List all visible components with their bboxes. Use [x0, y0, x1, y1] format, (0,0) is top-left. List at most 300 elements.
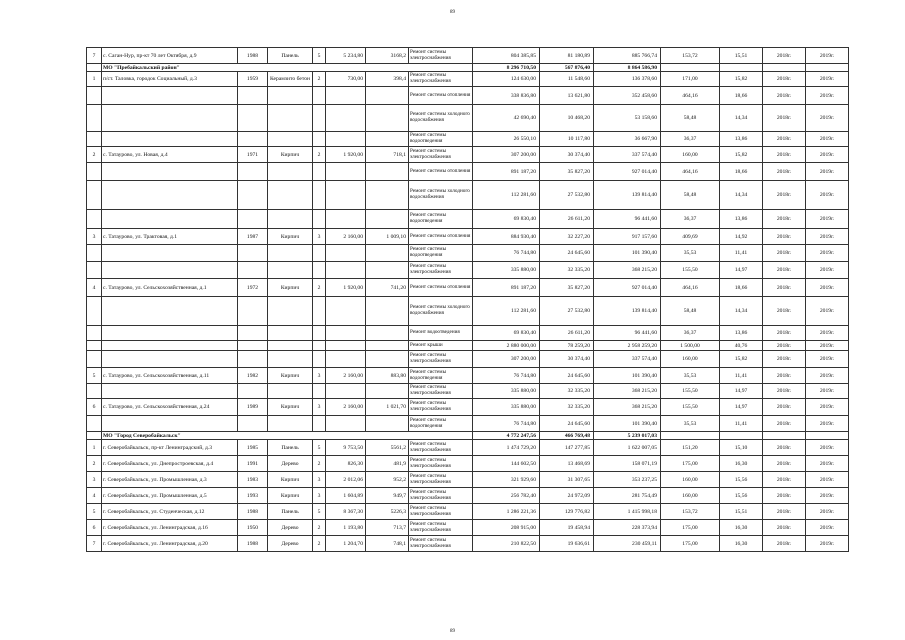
- table-cell: 101 390,40: [594, 416, 661, 432]
- table-cell: г. Северобайкальск, ул. Студенческая, д.12: [102, 504, 238, 520]
- table-cell: 160,00: [661, 351, 720, 368]
- table-cell: [268, 384, 313, 399]
- table-cell: 5: [313, 440, 326, 456]
- table-cell: [238, 341, 268, 351]
- table-cell: 175,00: [661, 536, 720, 552]
- table-cell: 9 753,50: [326, 440, 366, 456]
- table-cell: [268, 262, 313, 279]
- table-cell: 2018г.: [763, 72, 806, 87]
- table-cell: 8 367,30: [326, 504, 366, 520]
- table-cell: 368 215,20: [594, 399, 661, 416]
- table-cell: 3: [313, 368, 326, 384]
- table-cell: [366, 163, 409, 181]
- table-cell: [326, 326, 366, 341]
- table-cell: [268, 181, 313, 210]
- table-cell: Ремонт системы водоотведения: [409, 210, 473, 229]
- table-cell: 2018г.: [763, 440, 806, 456]
- table-cell: [102, 384, 238, 399]
- table-cell: 30 374,40: [540, 147, 594, 163]
- table-cell: 4: [87, 279, 102, 297]
- table-cell: [238, 297, 268, 326]
- table-cell: [326, 384, 366, 399]
- table-cell: 2018г.: [763, 181, 806, 210]
- table-cell: 15,51: [720, 48, 763, 64]
- table-cell: 2019г.: [806, 262, 849, 279]
- table-cell: [313, 210, 326, 229]
- table-cell: 281 754,49: [594, 488, 661, 504]
- table-cell: 2019г.: [806, 326, 849, 341]
- table-cell: 927 014,40: [594, 163, 661, 181]
- repair-program-table: [86, 47, 849, 552]
- table-cell: [102, 416, 238, 432]
- table-cell: 76 744,80: [473, 368, 540, 384]
- table-cell: Ремонт системы холодного водоснабжения: [409, 105, 473, 132]
- table-cell: Ремонт системы электроснабжения: [409, 351, 473, 368]
- table-cell: Ремонт системы электроснабжения: [409, 488, 473, 504]
- table-cell: 5: [313, 48, 326, 64]
- group-header-row: [87, 64, 849, 72]
- table-cell: 4 772 247,56: [473, 432, 540, 440]
- table-cell: [720, 64, 763, 72]
- table-cell: 2018г.: [763, 504, 806, 520]
- table-cell: 1987: [238, 229, 268, 245]
- table-cell: 2019г.: [806, 456, 849, 472]
- table-cell: 567 876,40: [540, 64, 594, 72]
- table-cell: Ремонт системы водоотведения: [409, 132, 473, 147]
- table-cell: 2: [313, 456, 326, 472]
- table-cell: 147 277,85: [540, 440, 594, 456]
- table-cell: [313, 297, 326, 326]
- table-cell: 2019г.: [806, 399, 849, 416]
- table-cell: 58,48: [661, 105, 720, 132]
- table-cell: Панель: [268, 504, 313, 520]
- table-cell: Кирпич: [268, 147, 313, 163]
- table-cell: [326, 181, 366, 210]
- table-cell: [366, 351, 409, 368]
- table-cell: Ремонт системы электроснабжения: [409, 520, 473, 536]
- table-cell: 891 187,20: [473, 279, 540, 297]
- table-cell: 307 200,00: [473, 147, 540, 163]
- group-header-row: [87, 432, 849, 440]
- table-cell: [326, 262, 366, 279]
- table-cell: [268, 297, 313, 326]
- table-cell: [238, 326, 268, 341]
- table-cell: с. Татаурово, ул. Сельскохозяйственная, д.11: [102, 368, 238, 384]
- table-cell: [661, 64, 720, 72]
- table-cell: 144 602,50: [473, 456, 540, 472]
- table-cell: Ремонт системы электроснабжения: [409, 147, 473, 163]
- table-cell: [366, 384, 409, 399]
- table-cell: 3168,2: [366, 48, 409, 64]
- table-cell: [268, 341, 313, 351]
- table-cell: 2018г.: [763, 105, 806, 132]
- table-cell: [87, 210, 102, 229]
- table-cell: 208 915,00: [473, 520, 540, 536]
- table-cell: 30 374,40: [540, 351, 594, 368]
- table-cell: 927 014,40: [594, 279, 661, 297]
- table-cell: 481,9: [366, 456, 409, 472]
- table-cell: 5 234,80: [326, 48, 366, 64]
- table-cell: [366, 416, 409, 432]
- table-cell: 730,00: [326, 72, 366, 87]
- table-row: [87, 416, 849, 432]
- table-cell: 2018г.: [763, 262, 806, 279]
- table-cell: [102, 181, 238, 210]
- table-cell: 15,82: [720, 351, 763, 368]
- table-cell: 11,41: [720, 416, 763, 432]
- table-cell: 14,34: [720, 297, 763, 326]
- table-cell: 335 880,00: [473, 399, 540, 416]
- table-cell: 2019г.: [806, 132, 849, 147]
- table-cell: 24 645,60: [540, 368, 594, 384]
- table-cell: 2019г.: [806, 48, 849, 64]
- table-cell: 8 296 710,50: [473, 64, 540, 72]
- table-cell: 741,20: [366, 279, 409, 297]
- table-cell: 307 200,00: [473, 351, 540, 368]
- table-cell: 2018г.: [763, 536, 806, 552]
- table-cell: 3: [313, 488, 326, 504]
- table-row: [87, 536, 849, 552]
- table-cell: [87, 87, 102, 105]
- table-cell: 2018г.: [763, 229, 806, 245]
- table-cell: г. Северобайкальск, ул. Ленинградская, д.16: [102, 520, 238, 536]
- table-cell: [268, 245, 313, 262]
- table-cell: 2018г.: [763, 132, 806, 147]
- table-cell: 337 574,40: [594, 147, 661, 163]
- table-cell: [366, 210, 409, 229]
- table-cell: 42 690,40: [473, 105, 540, 132]
- table-cell: [102, 262, 238, 279]
- table-cell: 1 204,70: [326, 536, 366, 552]
- table-cell: Ремонт системы электроснабжения: [409, 48, 473, 64]
- table-cell: [326, 245, 366, 262]
- table-cell: 7: [87, 48, 102, 64]
- table-cell: 2019г.: [806, 105, 849, 132]
- table-cell: 16,30: [720, 456, 763, 472]
- table-cell: 1 193,80: [326, 520, 366, 536]
- table-cell: 158 071,19: [594, 456, 661, 472]
- table-cell: [763, 432, 806, 440]
- table-cell: [87, 132, 102, 147]
- table-cell: [313, 245, 326, 262]
- table-cell: Ремонт системы электроснабжения: [409, 72, 473, 87]
- table-cell: 2018г.: [763, 456, 806, 472]
- table-cell: 18,66: [720, 87, 763, 105]
- table-cell: МО "Город Северобайкальск": [102, 432, 473, 440]
- table-cell: Кирпич: [268, 399, 313, 416]
- table-cell: 2019г.: [806, 163, 849, 181]
- table-cell: г. Северобайкальск, ул. Промышленная, д.3: [102, 472, 238, 488]
- table-cell: 1 474 729,20: [473, 440, 540, 456]
- table-cell: с. Татаурово, ул. Трактовая, д.1: [102, 229, 238, 245]
- table-cell: Ремонт системы электроснабжения: [409, 456, 473, 472]
- table-cell: [313, 87, 326, 105]
- table-cell: [268, 326, 313, 341]
- table-cell: 112 281,60: [473, 297, 540, 326]
- table-body: [87, 48, 849, 552]
- table-cell: [366, 87, 409, 105]
- table-cell: 16,30: [720, 520, 763, 536]
- table-cell: 15,10: [720, 440, 763, 456]
- table-cell: 6: [87, 520, 102, 536]
- table-cell: 2: [313, 279, 326, 297]
- table-row: [87, 245, 849, 262]
- table-cell: [313, 105, 326, 132]
- table-cell: 2018г.: [763, 351, 806, 368]
- table-cell: 1 009,10: [366, 229, 409, 245]
- table-cell: 748,1: [366, 536, 409, 552]
- table-cell: 335 880,00: [473, 262, 540, 279]
- table-cell: 2018г.: [763, 384, 806, 399]
- table-row: [87, 229, 849, 245]
- table-cell: 2019г.: [806, 351, 849, 368]
- table-cell: 1989: [238, 399, 268, 416]
- table-cell: 2019г.: [806, 341, 849, 351]
- table-cell: 4: [87, 488, 102, 504]
- table-cell: 1983: [238, 472, 268, 488]
- table-cell: 160,00: [661, 488, 720, 504]
- table-cell: 2 160,00: [326, 399, 366, 416]
- table-cell: 78 259,20: [540, 341, 594, 351]
- table-cell: [102, 297, 238, 326]
- table-cell: [366, 326, 409, 341]
- page-number-top: 89: [450, 10, 455, 15]
- table-row: [87, 210, 849, 229]
- table-cell: [366, 262, 409, 279]
- table-cell: 5226,3: [366, 504, 409, 520]
- table-cell: 36,37: [661, 210, 720, 229]
- table-cell: 1950: [238, 520, 268, 536]
- table-cell: [366, 341, 409, 351]
- table-cell: 35 827,20: [540, 163, 594, 181]
- table-cell: Ремонт системы отопления: [409, 229, 473, 245]
- table-cell: [87, 326, 102, 341]
- table-cell: 464,16: [661, 279, 720, 297]
- table-cell: 15,51: [720, 504, 763, 520]
- table-cell: [238, 351, 268, 368]
- table-cell: г. Северобайкальск, ул. Промышленная, д.5: [102, 488, 238, 504]
- table-cell: 14,97: [720, 399, 763, 416]
- table-cell: п/ст. Таловка, городок Социальный, д.3: [102, 72, 238, 87]
- table-cell: [102, 326, 238, 341]
- table-cell: 3: [313, 229, 326, 245]
- table-cell: 16,30: [720, 536, 763, 552]
- table-cell: 2: [313, 520, 326, 536]
- table-cell: 2 880 000,00: [473, 341, 540, 351]
- table-cell: 884 930,40: [473, 229, 540, 245]
- table-cell: 11,41: [720, 245, 763, 262]
- table-cell: [326, 132, 366, 147]
- table-cell: 256 782,40: [473, 488, 540, 504]
- table-row: [87, 472, 849, 488]
- table-cell: 2018г.: [763, 488, 806, 504]
- table-cell: с. Саган-Нур, пр-кт 70 лет Октября, д.9: [102, 48, 238, 64]
- table-cell: 7: [87, 536, 102, 552]
- table-cell: 11,41: [720, 368, 763, 384]
- table-cell: 2: [87, 456, 102, 472]
- table-cell: 5: [87, 368, 102, 384]
- table-cell: 1971: [238, 147, 268, 163]
- table-row: [87, 341, 849, 351]
- table-cell: [268, 351, 313, 368]
- table-cell: 1 920,00: [326, 279, 366, 297]
- table-cell: [313, 262, 326, 279]
- table-cell: 228 373,94: [594, 520, 661, 536]
- table-cell: Ремонт системы электроснабжения: [409, 440, 473, 456]
- table-cell: [238, 416, 268, 432]
- table-cell: [326, 163, 366, 181]
- table-cell: 2018г.: [763, 48, 806, 64]
- table-cell: [326, 105, 366, 132]
- table-cell: [661, 432, 720, 440]
- table-cell: 58,48: [661, 297, 720, 326]
- table-cell: 2018г.: [763, 472, 806, 488]
- table-cell: 1 021,70: [366, 399, 409, 416]
- table-cell: с. Татаурово, ул. Новая, д.4: [102, 147, 238, 163]
- table-cell: 175,00: [661, 520, 720, 536]
- table-row: [87, 147, 849, 163]
- table-cell: 2019г.: [806, 147, 849, 163]
- table-cell: 1 415 998,18: [594, 504, 661, 520]
- table-cell: [366, 105, 409, 132]
- table-cell: 19 636,61: [540, 536, 594, 552]
- table-cell: Ремонт крыши: [409, 341, 473, 351]
- table-cell: [720, 432, 763, 440]
- table-cell: 10 117,80: [540, 132, 594, 147]
- table-row: [87, 48, 849, 64]
- table-cell: [238, 163, 268, 181]
- table-cell: 32 227,20: [540, 229, 594, 245]
- table-cell: Ремонт водоотведения: [409, 326, 473, 341]
- table-cell: 1: [87, 440, 102, 456]
- table-cell: 2019г.: [806, 416, 849, 432]
- table-cell: 2019г.: [806, 520, 849, 536]
- table-cell: Керамзито бетон: [268, 72, 313, 87]
- table-cell: 69 830,40: [473, 326, 540, 341]
- table-cell: 2: [87, 147, 102, 163]
- table-cell: 949,7: [366, 488, 409, 504]
- table-cell: Ремонт системы электроснабжения: [409, 399, 473, 416]
- table-cell: 1972: [238, 279, 268, 297]
- table-cell: 14,34: [720, 105, 763, 132]
- table-cell: Ремонт системы отопления: [409, 279, 473, 297]
- table-cell: 713,7: [366, 520, 409, 536]
- table-cell: 230 459,11: [594, 536, 661, 552]
- table-cell: [102, 245, 238, 262]
- table-cell: г. Северобайкальск, ул. Днепростроевская, д.4: [102, 456, 238, 472]
- table-cell: Ремонт системы водоотведения: [409, 245, 473, 262]
- table-row: [87, 297, 849, 326]
- table-row: [87, 351, 849, 368]
- table-cell: г. Северобайкальск, ул. Ленинградская, д.20: [102, 536, 238, 552]
- table-cell: 2019г.: [806, 181, 849, 210]
- table-cell: [102, 351, 238, 368]
- table-cell: 2019г.: [806, 210, 849, 229]
- table-cell: 2019г.: [806, 504, 849, 520]
- table-cell: 36 667,90: [594, 132, 661, 147]
- table-cell: 15,56: [720, 488, 763, 504]
- table-cell: 210 822,50: [473, 536, 540, 552]
- table-cell: 1993: [238, 488, 268, 504]
- table-cell: 153,72: [661, 48, 720, 64]
- table-cell: 1: [87, 72, 102, 87]
- table-cell: 352 458,60: [594, 87, 661, 105]
- table-cell: 2018г.: [763, 416, 806, 432]
- table-cell: 124 630,00: [473, 72, 540, 87]
- table-row: [87, 87, 849, 105]
- table-cell: 2019г.: [806, 384, 849, 399]
- table-cell: [313, 181, 326, 210]
- table-cell: 26 550,10: [473, 132, 540, 147]
- table-cell: Кирпич: [268, 229, 313, 245]
- table-cell: [326, 351, 366, 368]
- table-cell: Ремонт системы электроснабжения: [409, 472, 473, 488]
- table-cell: 32 335,20: [540, 384, 594, 399]
- table-cell: [268, 210, 313, 229]
- table-cell: [238, 181, 268, 210]
- table-row: [87, 488, 849, 504]
- table-cell: 338 836,80: [473, 87, 540, 105]
- table-cell: 2018г.: [763, 399, 806, 416]
- table-cell: [268, 163, 313, 181]
- table-cell: [326, 297, 366, 326]
- table-cell: Ремонт системы электроснабжения: [409, 262, 473, 279]
- table-cell: 1 622 007,05: [594, 440, 661, 456]
- table-cell: [87, 245, 102, 262]
- table-cell: 2018г.: [763, 520, 806, 536]
- table-cell: 26 611,20: [540, 326, 594, 341]
- table-cell: 2019г.: [806, 536, 849, 552]
- table-cell: [313, 416, 326, 432]
- table-cell: 883,80: [366, 368, 409, 384]
- table-cell: 151,20: [661, 440, 720, 456]
- table-cell: 2018г.: [763, 297, 806, 326]
- table-row: [87, 399, 849, 416]
- table-cell: 14,92: [720, 229, 763, 245]
- table-cell: 2019г.: [806, 72, 849, 87]
- table-cell: 13,86: [720, 210, 763, 229]
- table-cell: 409,69: [661, 229, 720, 245]
- table-cell: [87, 432, 102, 440]
- table-row: [87, 163, 849, 181]
- table-cell: 952,2: [366, 472, 409, 488]
- table-cell: Дерево: [268, 536, 313, 552]
- table-cell: Кирпич: [268, 368, 313, 384]
- table-row: [87, 504, 849, 520]
- table-cell: 175,00: [661, 456, 720, 472]
- table-cell: 53 158,60: [594, 105, 661, 132]
- table-cell: 96 441,60: [594, 326, 661, 341]
- table-cell: [268, 416, 313, 432]
- table-cell: 5: [87, 504, 102, 520]
- table-cell: 101 390,40: [594, 245, 661, 262]
- table-cell: 464,16: [661, 87, 720, 105]
- table-cell: 1 500,00: [661, 341, 720, 351]
- table-cell: [87, 163, 102, 181]
- table-cell: 337 574,40: [594, 351, 661, 368]
- table-cell: [238, 132, 268, 147]
- table-cell: [313, 384, 326, 399]
- table-cell: [102, 132, 238, 147]
- table-cell: Дерево: [268, 520, 313, 536]
- table-cell: 2019г.: [806, 472, 849, 488]
- table-cell: 15,56: [720, 472, 763, 488]
- table-cell: 8 864 586,90: [594, 64, 661, 72]
- table-cell: 3: [313, 399, 326, 416]
- table-cell: 335 880,00: [473, 384, 540, 399]
- table-cell: Ремонт системы электроснабжения: [409, 384, 473, 399]
- table-cell: [268, 132, 313, 147]
